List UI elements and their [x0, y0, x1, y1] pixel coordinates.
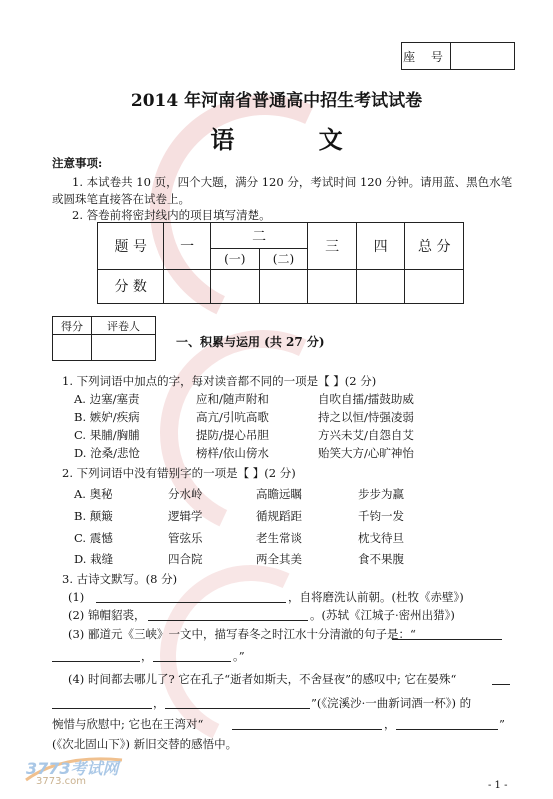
section-1-heading: 一、积累与运用 (共 27 分): [176, 335, 325, 349]
q2-option-b-3: 循规蹈距: [256, 509, 302, 523]
q2-option-a-2: 分水岭: [168, 487, 203, 501]
q3-4-line4: (《次北固山下》) 新旧交替的感悟中。: [52, 737, 238, 751]
score-col-two: 二: [210, 223, 307, 249]
q3-2-blank[interactable]: [148, 620, 308, 621]
q3-4-comma-1: ，: [153, 696, 165, 710]
site-logo: [22, 750, 134, 790]
score-cell-total[interactable]: [405, 269, 464, 303]
q2-option-a-1: A. 奥秘: [74, 487, 113, 501]
grader-box: [52, 316, 156, 361]
site-logo-text: 3773考试网: [26, 759, 119, 778]
site-logo-url: 3773.com: [36, 776, 86, 787]
q2-option-b-1: B. 颠簸: [74, 509, 113, 523]
score-col-header: 题 号: [98, 223, 164, 270]
q3-4-quote-close: ”: [499, 717, 505, 731]
q3-2-text: 。(苏轼《江城子·密州出猎》): [310, 608, 455, 622]
q1-option-c-3: 方兴未艾/自怨自艾: [318, 428, 414, 442]
seat-number-field[interactable]: [451, 43, 514, 69]
q2-option-a-3: 高瞻远瞩: [256, 487, 302, 501]
q2-stem: 2. 下列词语中没有错别字的一项是【 】(2 分): [62, 466, 296, 480]
q1-option-d-3: 贻笑大方/心旷神怡: [318, 446, 414, 460]
score-table: [97, 222, 464, 304]
q2-option-d-2: 四合院: [168, 552, 203, 566]
q3-1-text: ，自将磨洗认前朝。(杜牧《赤壁》): [288, 590, 464, 604]
score-col-three: 三: [308, 223, 357, 270]
q3-stem: 3. 古诗文默写。(8 分): [62, 572, 178, 586]
score-col-total: 总 分: [405, 223, 464, 270]
q2-option-d-1: D. 栽缝: [74, 552, 114, 566]
q1-option-d-2: 榜样/依山傍水: [196, 446, 269, 460]
q3-3-blank-2[interactable]: [153, 661, 231, 662]
notes-line-1: 1. 本试卷共 10 页，四个大题，满分 120 分，考试时间 120 分钟。请用蓝、黑色水笔: [72, 175, 513, 189]
q1-option-a-2: 应和/随声附和: [196, 392, 269, 406]
grader-reviewer-label: 评卷人: [92, 317, 156, 335]
q2-option-d-4: 食不果腹: [358, 552, 404, 566]
q2-option-c-4: 枕戈待旦: [358, 531, 404, 545]
q3-4-blank-1[interactable]: [492, 684, 510, 685]
page-number: - 1 -: [488, 780, 508, 791]
q2-option-b-2: 逻辑学: [168, 509, 203, 523]
q3-3-close: 。”: [233, 649, 245, 663]
q3-4-comma-2: ，: [384, 717, 396, 731]
score-col-two-sub2: (二): [259, 249, 308, 269]
q3-3-blank-1-cont[interactable]: [52, 661, 140, 662]
q3-4-blank-2[interactable]: [165, 708, 310, 709]
q2-option-d-3: 两全其美: [256, 552, 302, 566]
q3-4-blank-3[interactable]: [232, 729, 382, 730]
q1-option-c-2: 提防/提心吊胆: [196, 428, 269, 442]
q2-option-b-4: 千钧一发: [358, 509, 404, 523]
q3-4-text: (4) 时间都去哪儿了? 它在孔子“逝者如斯夫，不舍昼夜”的感叹中; 它在晏殊“: [68, 672, 457, 686]
subject-title: 语 文: [210, 125, 381, 154]
q3-4-blank-1-cont[interactable]: [52, 708, 152, 709]
q1-option-a-1: A. 边塞/塞责: [74, 392, 140, 406]
grader-score-field[interactable]: [53, 335, 92, 361]
grader-score-label: 得分: [53, 317, 92, 335]
score-col-four: 四: [356, 223, 405, 270]
score-row-label: 分 数: [98, 269, 164, 303]
q1-option-b-1: B. 嫉妒/疾病: [74, 410, 140, 424]
q3-4-source: ”(《浣溪沙·一曲新词酒一杯》) 的: [311, 696, 472, 710]
score-cell-one[interactable]: [164, 269, 211, 303]
q2-option-c-2: 管弦乐: [168, 531, 203, 545]
q1-option-c-1: C. 果脯/胸脯: [74, 428, 140, 442]
score-cell-two-2[interactable]: [259, 269, 308, 303]
notes-line-2: 2. 答卷前将密封线内的项目填写清楚。: [72, 208, 271, 222]
score-col-two-sub1: (一): [210, 249, 259, 269]
seat-number-box: [401, 42, 515, 70]
score-cell-three[interactable]: [308, 269, 357, 303]
notes-heading: 注意事项:: [52, 156, 103, 170]
q3-3-blank-1[interactable]: [392, 639, 502, 640]
q1-stem: 1. 下列词语中加点的字，每对读音都不同的一项是【 】(2 分): [62, 374, 377, 388]
q2-option-c-1: C. 震憾: [74, 531, 113, 545]
q1-option-b-2: 高亢/引吭高歌: [196, 410, 269, 424]
q3-4-line3: 惋惜与欣慰中; 它也在王湾对“: [52, 717, 204, 731]
q1-option-d-1: D. 沧桑/悲怆: [74, 446, 140, 460]
q3-2-prefix: (2) 锦帽貂裘，: [68, 608, 146, 622]
score-cell-four[interactable]: [356, 269, 405, 303]
exam-title: 2014 年河南省普通高中招生考试试卷: [130, 91, 423, 111]
q3-3-text: (3) 郦道元《三峡》一文中，描写春冬之时江水十分清澈的句子是：“: [68, 627, 416, 641]
q3-1-blank[interactable]: [96, 602, 286, 603]
q2-option-a-4: 步步为赢: [358, 487, 404, 501]
q3-1-prefix: (1): [68, 590, 85, 604]
score-cell-two-1[interactable]: [210, 269, 259, 303]
q3-4-blank-4[interactable]: [396, 729, 498, 730]
score-col-one: 一: [164, 223, 211, 270]
q3-3-comma: ，: [141, 649, 153, 663]
seat-number-label: 座 号: [402, 43, 451, 69]
q2-option-c-3: 老生常谈: [256, 531, 302, 545]
q1-option-b-3: 持之以恒/恃强凌弱: [318, 410, 414, 424]
notes-line-1b: 或圆珠笔直接答在试卷上。: [52, 192, 190, 206]
grader-reviewer-field[interactable]: [92, 335, 156, 361]
q1-option-a-3: 自吹自擂/擂鼓助威: [318, 392, 414, 406]
